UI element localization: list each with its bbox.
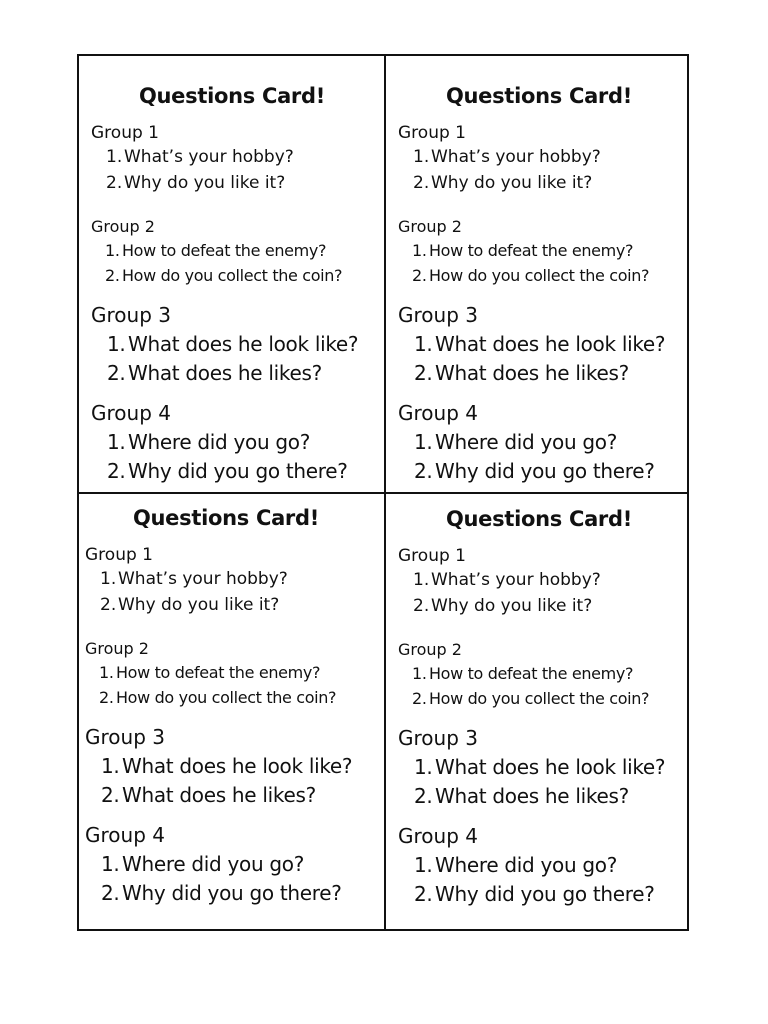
question-list — [398, 661, 692, 711]
question-item — [398, 170, 692, 196]
group-2 — [398, 216, 692, 288]
question-text: Why did you go there? — [435, 459, 655, 483]
question-text: How do you collect the coin? — [116, 688, 337, 707]
question-list — [398, 144, 692, 196]
group-label: Group 4 — [85, 823, 165, 847]
question-text: What’s your hobby? — [118, 569, 288, 589]
question-number: 1. — [107, 430, 126, 454]
question-text: How do you collect the coin? — [429, 689, 650, 708]
question-item — [398, 359, 692, 388]
question-text: Where did you go? — [435, 430, 618, 454]
group-label: Group 1 — [91, 123, 159, 143]
question-list — [91, 428, 385, 486]
question-list — [398, 428, 692, 486]
question-list — [398, 851, 692, 909]
group-3 — [85, 722, 379, 810]
question-item — [398, 428, 692, 457]
question-list — [398, 330, 692, 388]
question-text: How to defeat the enemy? — [429, 241, 634, 260]
group-label: Group 4 — [398, 401, 478, 425]
question-text: Why did you go there? — [128, 459, 348, 483]
question-number: 2. — [414, 882, 433, 906]
group-4 — [398, 821, 692, 909]
question-text: Why did you go there? — [435, 882, 655, 906]
group-1 — [398, 122, 692, 196]
question-text: How to defeat the enemy? — [429, 664, 634, 683]
group-label: Group 1 — [398, 546, 466, 566]
question-list — [398, 753, 692, 811]
question-item — [398, 238, 692, 263]
question-item — [91, 170, 385, 196]
question-text: What’s your hobby? — [124, 147, 294, 167]
question-item — [398, 851, 692, 880]
question-list — [91, 238, 385, 288]
group-label: Group 3 — [398, 726, 478, 750]
question-number: 1. — [412, 664, 427, 683]
question-number: 1. — [413, 570, 430, 590]
question-list — [85, 752, 379, 810]
question-number: 2. — [412, 266, 427, 285]
question-text: What’s your hobby? — [431, 570, 601, 590]
question-number: 1. — [414, 853, 433, 877]
question-text: Why do you like it? — [431, 596, 593, 616]
question-text: What does he likes? — [435, 784, 629, 808]
question-number: 2. — [101, 881, 120, 905]
question-item — [85, 879, 379, 908]
question-text: What does he look like? — [435, 755, 666, 779]
question-number: 1. — [412, 241, 427, 260]
question-number: 1. — [414, 430, 433, 454]
question-item — [85, 566, 379, 592]
group-label: Group 1 — [85, 545, 153, 565]
group-2 — [85, 638, 379, 710]
question-number: 2. — [414, 361, 433, 385]
question-number: 2. — [106, 173, 123, 193]
question-item — [398, 593, 692, 619]
question-number: 2. — [107, 361, 126, 385]
group-4 — [85, 820, 379, 908]
question-item — [91, 428, 385, 457]
group-3 — [398, 723, 692, 811]
question-number: 1. — [105, 241, 120, 260]
question-item — [398, 144, 692, 170]
card-title: Questions Card! — [132, 506, 320, 530]
question-item — [398, 661, 692, 686]
group-label: Group 4 — [398, 824, 478, 848]
question-text: Where did you go? — [122, 852, 305, 876]
question-number: 1. — [107, 332, 126, 356]
question-item — [91, 457, 385, 486]
card-title: Questions Card! — [138, 84, 326, 108]
question-item — [91, 263, 385, 288]
question-text: Where did you go? — [435, 853, 618, 877]
question-number: 1. — [99, 663, 114, 682]
group-4 — [398, 398, 692, 486]
group-1 — [91, 122, 385, 196]
question-card-top-right — [386, 56, 692, 494]
question-number: 1. — [106, 147, 123, 167]
question-item — [91, 144, 385, 170]
group-label: Group 4 — [91, 401, 171, 425]
question-text: How to defeat the enemy? — [116, 663, 321, 682]
question-number: 1. — [414, 755, 433, 779]
question-text: What does he look like? — [128, 332, 359, 356]
question-list — [398, 567, 692, 619]
group-4 — [91, 398, 385, 486]
question-item — [398, 753, 692, 782]
group-1 — [398, 545, 692, 619]
question-list — [85, 566, 379, 618]
question-item — [85, 592, 379, 618]
question-number: 2. — [414, 459, 433, 483]
card-title: Questions Card! — [445, 507, 633, 531]
question-item — [398, 880, 692, 909]
question-list — [91, 330, 385, 388]
question-text: Why do you like it? — [118, 595, 280, 615]
question-card-top-left — [79, 56, 385, 494]
group-label: Group 3 — [91, 303, 171, 327]
question-item — [398, 782, 692, 811]
question-list — [91, 144, 385, 196]
question-text: What does he likes? — [435, 361, 629, 385]
group-2 — [398, 639, 692, 711]
group-label: Group 2 — [398, 640, 462, 659]
question-item — [85, 660, 379, 685]
question-number: 2. — [414, 784, 433, 808]
group-3 — [91, 300, 385, 388]
group-label: Group 2 — [85, 639, 149, 658]
question-list — [398, 238, 692, 288]
group-label: Group 3 — [398, 303, 478, 327]
question-text: What’s your hobby? — [431, 147, 601, 167]
question-number: 1. — [101, 754, 120, 778]
question-cards-sheet — [77, 54, 689, 931]
question-text: Where did you go? — [128, 430, 311, 454]
question-number: 1. — [413, 147, 430, 167]
question-card-bottom-left — [73, 494, 379, 932]
question-item — [85, 850, 379, 879]
question-list — [85, 850, 379, 908]
question-text: How do you collect the coin? — [429, 266, 650, 285]
question-number: 2. — [107, 459, 126, 483]
question-item — [91, 238, 385, 263]
question-item — [85, 685, 379, 710]
group-label: Group 2 — [91, 217, 155, 236]
group-label: Group 1 — [398, 123, 466, 143]
group-label: Group 3 — [85, 725, 165, 749]
question-item — [91, 359, 385, 388]
question-number: 2. — [412, 689, 427, 708]
question-item — [85, 752, 379, 781]
question-text: How to defeat the enemy? — [122, 241, 327, 260]
question-text: What does he likes? — [122, 783, 316, 807]
question-list — [85, 660, 379, 710]
question-item — [398, 567, 692, 593]
question-text: Why do you like it? — [431, 173, 593, 193]
question-item — [398, 457, 692, 486]
group-label: Group 2 — [398, 217, 462, 236]
question-text: What does he look like? — [435, 332, 666, 356]
question-number: 2. — [100, 595, 117, 615]
question-item — [398, 686, 692, 711]
question-text: Why did you go there? — [122, 881, 342, 905]
group-1 — [85, 544, 379, 618]
question-number: 2. — [413, 596, 430, 616]
group-3 — [398, 300, 692, 388]
question-item — [398, 263, 692, 288]
question-number: 1. — [101, 852, 120, 876]
question-item — [398, 330, 692, 359]
question-card-bottom-right — [386, 495, 692, 933]
card-title: Questions Card! — [445, 84, 633, 108]
question-text: What does he look like? — [122, 754, 353, 778]
question-text: Why do you like it? — [124, 173, 286, 193]
question-number: 2. — [413, 173, 430, 193]
question-item — [91, 330, 385, 359]
group-2 — [91, 216, 385, 288]
question-number: 2. — [105, 266, 120, 285]
question-number: 1. — [414, 332, 433, 356]
question-number: 2. — [99, 688, 114, 707]
question-number: 1. — [100, 569, 117, 589]
question-item — [85, 781, 379, 810]
question-text: How do you collect the coin? — [122, 266, 343, 285]
question-text: What does he likes? — [128, 361, 322, 385]
question-number: 2. — [101, 783, 120, 807]
